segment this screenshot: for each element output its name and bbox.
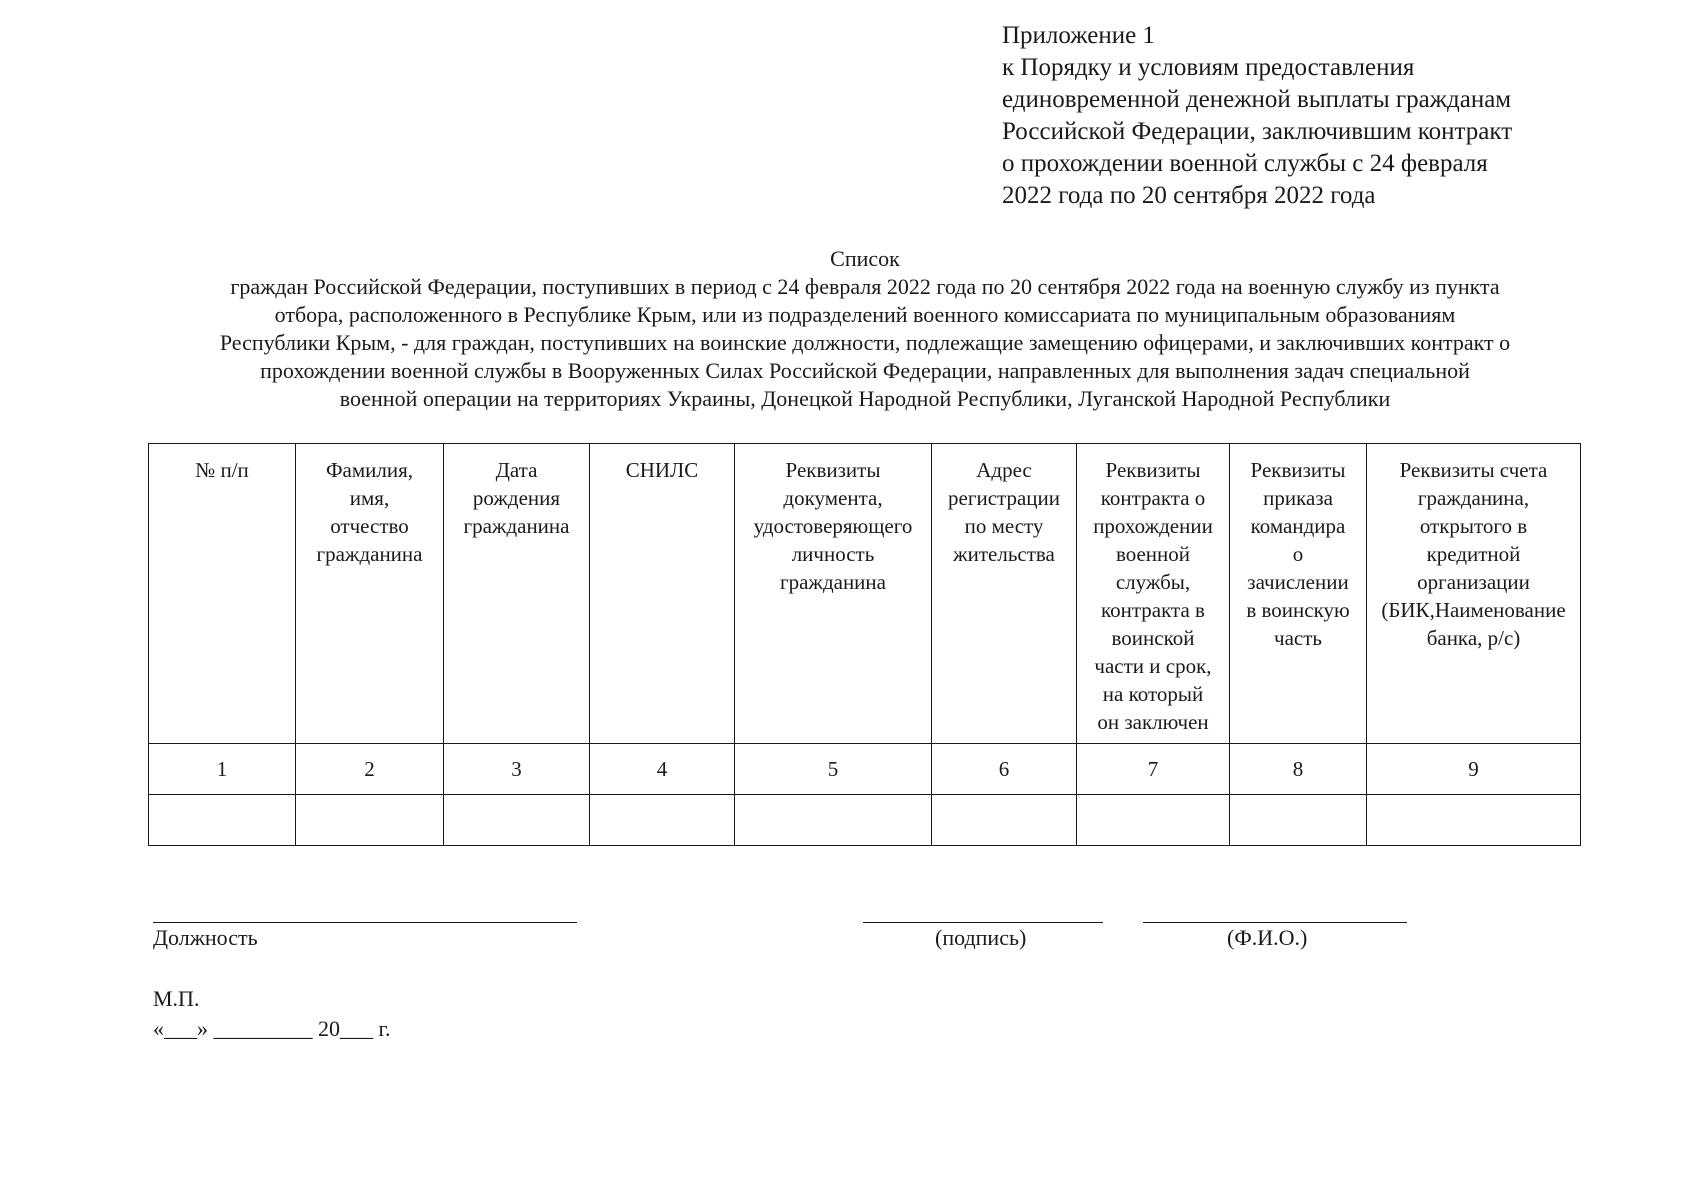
header-cell-number: № п/п [149,444,296,744]
position-label: Должность [153,925,258,950]
title-line: военной операции на территориях Украины, Донецкой Народной Республики, Луганской Народной Республики [339,386,1391,411]
name-label: (Ф.И.О.) [1227,925,1308,950]
header-cell-bank-account: Реквизиты счета гражданина, открытого в кредитной организации (БИК,Наименование банка, р/с) [1367,444,1581,744]
empty-cell [296,795,444,846]
table-header-row [149,444,1581,744]
header-cell-birth-date: Дата рождения гражданина [444,444,590,744]
appendix-line: Приложение 1 [1002,22,1155,49]
date-line: «___» _________ 20___ г. [153,1016,391,1041]
signature-label: (подпись) [935,925,1027,950]
stamp-label: М.П. [153,986,200,1011]
title-line: Республики Крым, - для граждан, поступивших на воинские должности, подлежащие замещению офицерами, и заключивших контракт о [219,330,1511,355]
column-number: 5 [735,744,932,795]
column-number: 9 [1367,744,1581,795]
empty-cell [149,795,296,846]
empty-cell [444,795,590,846]
title-line: прохождении военной службы в Вооруженных Силах Российской Федерации, направленных для выполнения задач специальной [260,358,1470,383]
title-line: граждан Российской Федерации, поступивших в период с 24 февраля 2022 года по 20 сентября 2022 года на военную службу из пункта [230,274,1500,299]
appendix-note [1002,20,1512,212]
column-number: 1 [149,744,296,795]
empty-cell [1077,795,1230,846]
header-cell-full-name: Фамилия, имя, отчество гражданина [296,444,444,744]
empty-cell [735,795,932,846]
title-heading: Список [830,246,900,271]
empty-cell [590,795,735,846]
header-cell-snils: СНИЛС [590,444,735,744]
empty-cell [1230,795,1367,846]
column-number: 3 [444,744,590,795]
table-row [149,795,1581,846]
header-cell-identity-document: Реквизиты документа, удостоверяющего личность гражданина [735,444,932,744]
header-cell-address: Адрес регистрации по месту жительства [932,444,1077,744]
column-number: 8 [1230,744,1367,795]
document-title [150,245,1580,413]
appendix-line: к Порядку и условиям предоставления [1002,54,1415,81]
column-number: 7 [1077,744,1230,795]
appendix-line: Российской Федерации, заключившим контракт [1002,118,1513,145]
column-number: 4 [590,744,735,795]
signature-line [863,922,1103,923]
empty-cell [932,795,1077,846]
appendix-line: единовременной денежной выплаты гражданам [1002,86,1512,113]
citizens-list-table [148,443,1581,846]
column-number: 6 [932,744,1077,795]
column-number-row [149,744,1581,795]
name-line [1143,922,1407,923]
column-number: 2 [296,744,444,795]
empty-cell [1367,795,1581,846]
title-line: отбора, расположенного в Республике Крым, или из подразделений военного комиссариата по муниципальным образованиям [274,302,1456,327]
header-cell-order: Реквизиты приказа командира о зачислении в воинскую часть [1230,444,1367,744]
appendix-line: 2022 года по 20 сентября 2022 года [1002,182,1376,209]
position-line [153,922,577,923]
appendix-line: о прохождении военной службы с 24 февраля [1002,150,1488,177]
header-cell-contract: Реквизиты контракта о прохождении военной службы, контракта в воинской части и срок, на который он заключен [1077,444,1230,744]
